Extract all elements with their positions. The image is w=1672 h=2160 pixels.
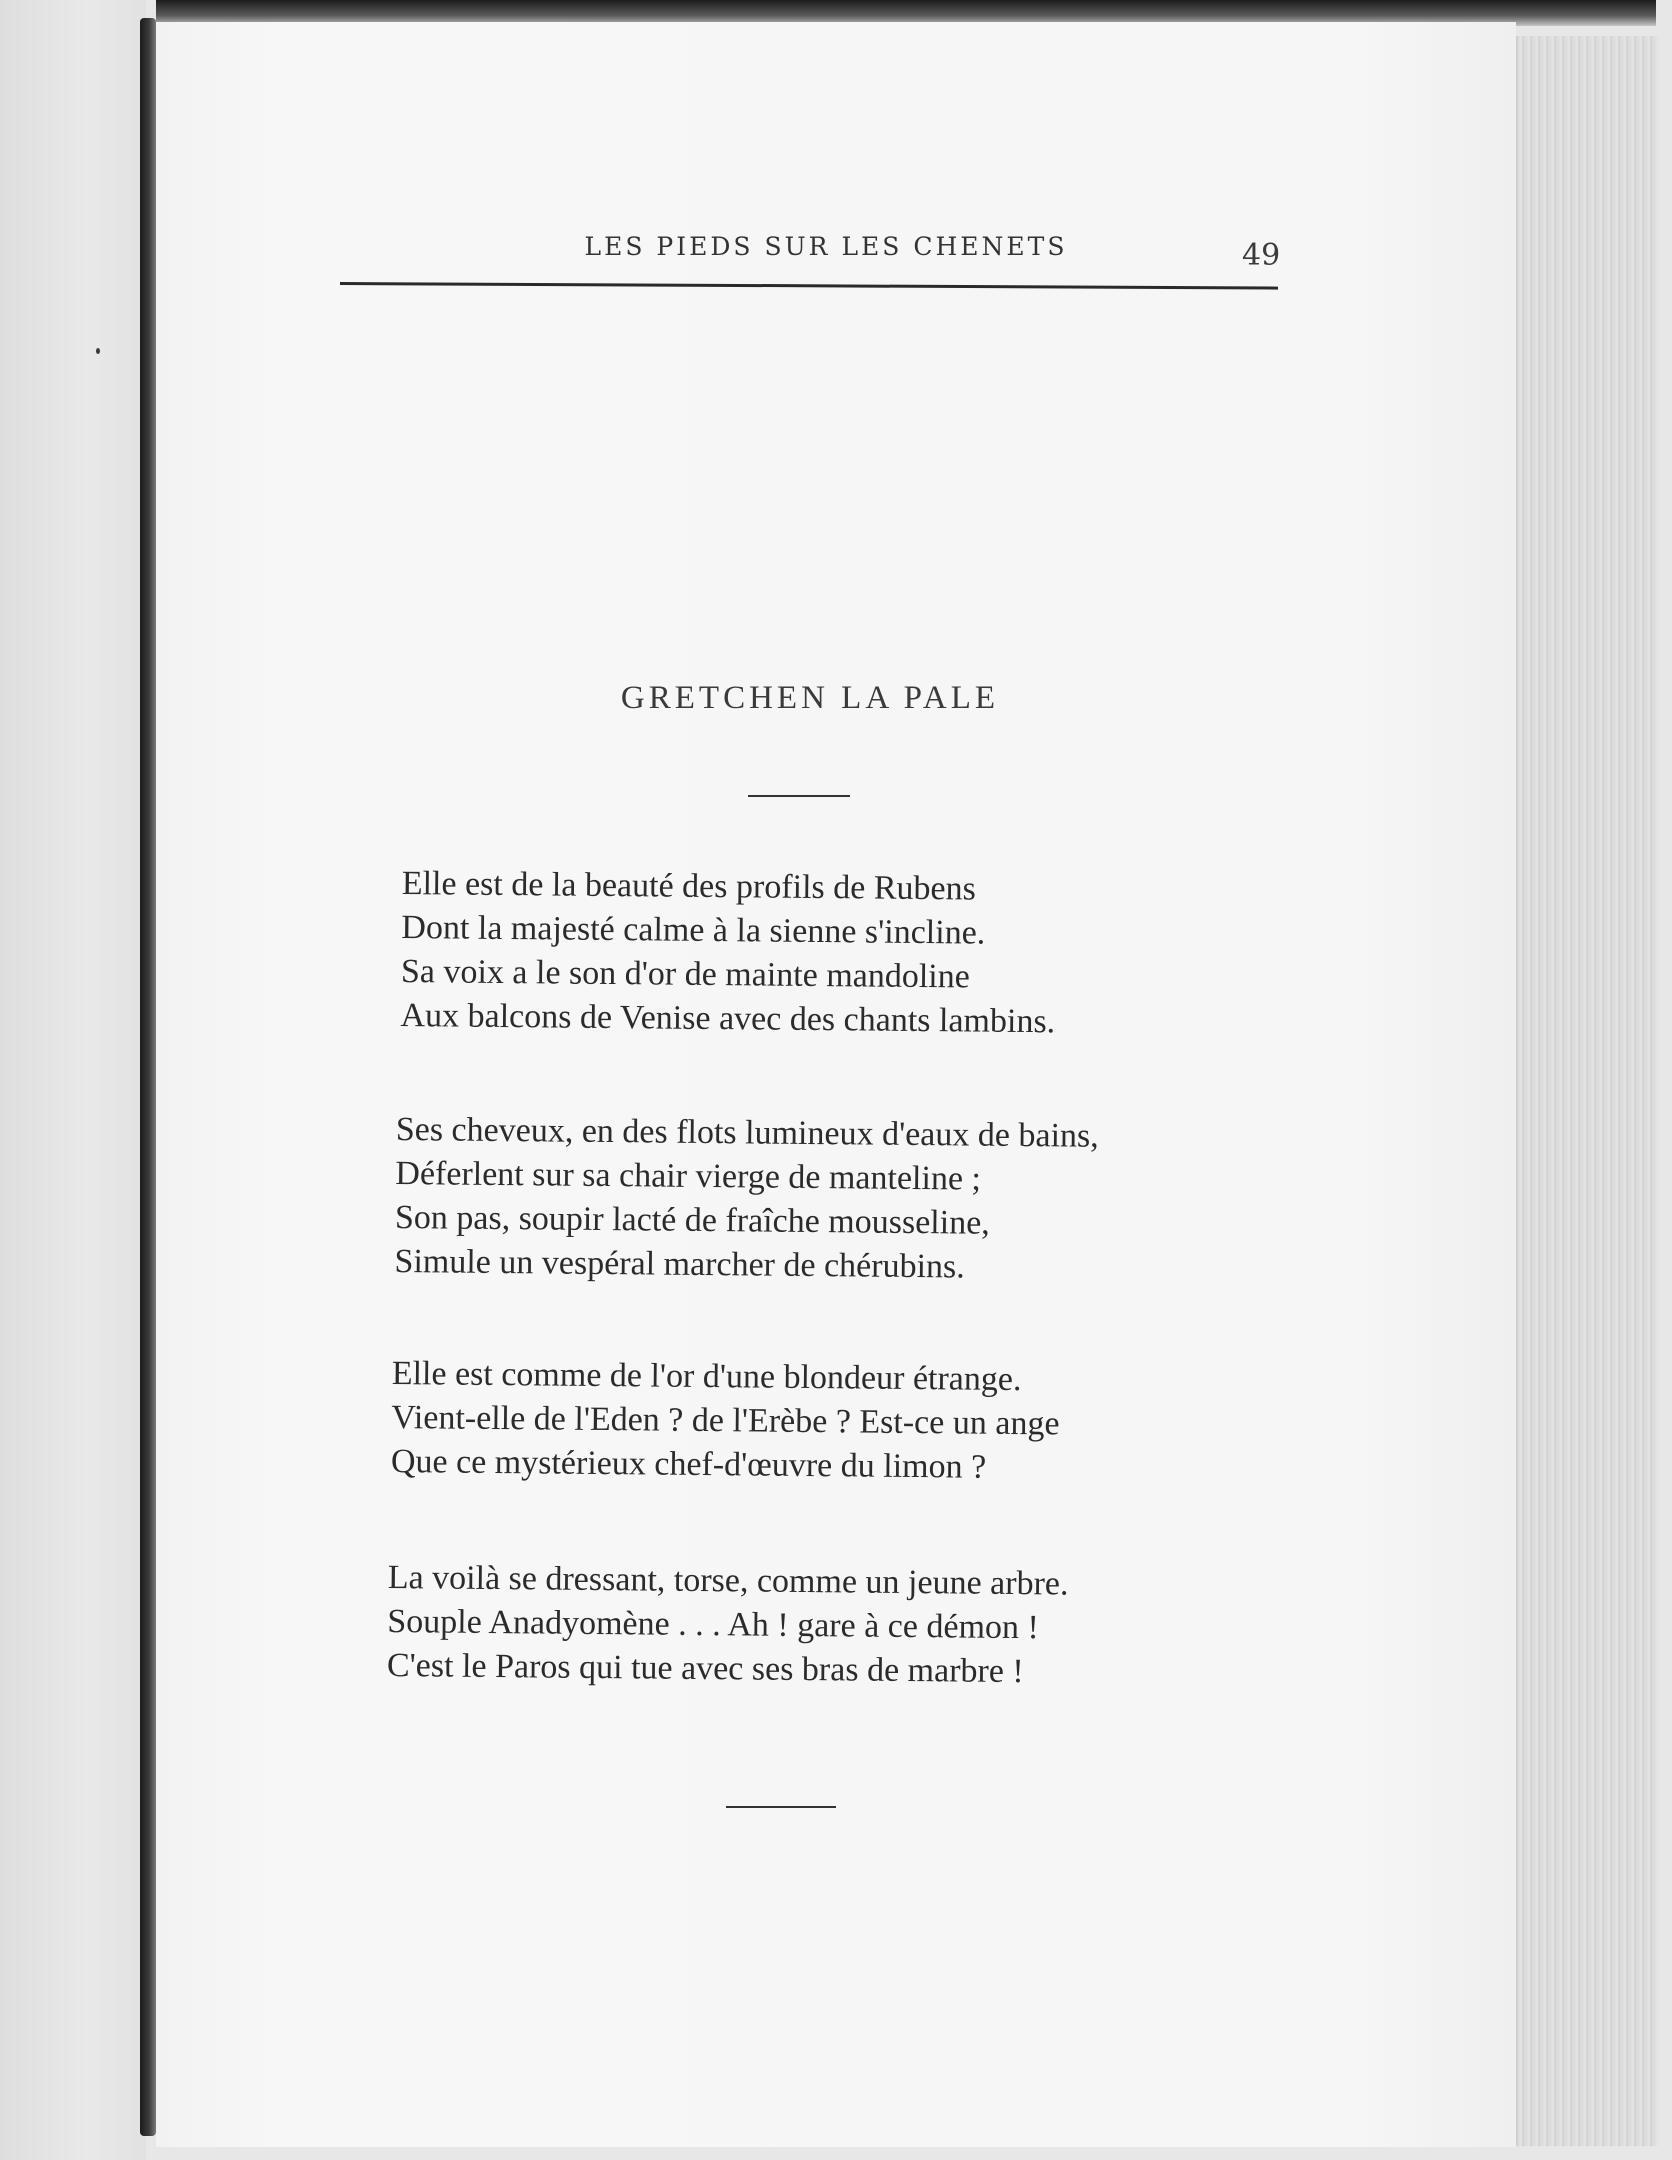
poem-line: Elle est comme de l'or d'une blondeur étrange. xyxy=(391,1354,1022,1399)
ink-speck xyxy=(96,348,100,354)
stanza xyxy=(400,862,1056,1044)
poem-line: Aux balcons de Venise avec des chants lambins. xyxy=(400,996,1056,1041)
poem-line: Dont la majesté calme à la sienne s'incline. xyxy=(401,908,986,952)
poem-line: Que ce mystérieux chef-d'œuvre du limon ? xyxy=(390,1442,987,1486)
poem-line: Simule un vespéral marcher de chérubins. xyxy=(394,1242,965,1286)
poem-line: Ses cheveux, en des flots lumineux d'eaux de bains, xyxy=(395,1110,1099,1155)
poem-line: C'est le Paros qui tue avec ses bras de marbre ! xyxy=(386,1646,1024,1691)
left-page-edge xyxy=(0,0,146,2160)
stanza xyxy=(387,1556,1069,1695)
poem-line: Elle est de la beauté des profils de Rubens xyxy=(401,864,977,908)
poem-title: GRETCHEN LA PALE xyxy=(620,680,1000,716)
title-divider xyxy=(748,795,850,797)
poem-line: La voilà se dressant, torse, comme un jeune arbre. xyxy=(387,1558,1069,1603)
end-divider xyxy=(726,1806,836,1808)
running-head: LES PIEDS SUR LES CHENETS xyxy=(584,232,1068,261)
page-number: 49 xyxy=(1242,238,1281,273)
book-page xyxy=(156,22,1516,2147)
poem-line: Son pas, soupir lacté de fraîche mousseline, xyxy=(394,1198,990,1242)
stanza xyxy=(391,1352,1060,1490)
poem-line: Déferlent sur sa chair vierge de manteline ; xyxy=(395,1154,982,1198)
book-spine xyxy=(140,18,156,2136)
page-stack-edge xyxy=(1516,36,1658,2146)
poem-line: Souple Anadyomène . . . Ah ! gare à ce démon ! xyxy=(387,1602,1040,1647)
stanza xyxy=(394,1108,1099,1291)
poem-line: Vient-elle de l'Eden ? de l'Erèbe ? Est-ce un ange xyxy=(391,1398,1060,1443)
poem-line: Sa voix a le son d'or de mainte mandoline xyxy=(400,952,970,996)
